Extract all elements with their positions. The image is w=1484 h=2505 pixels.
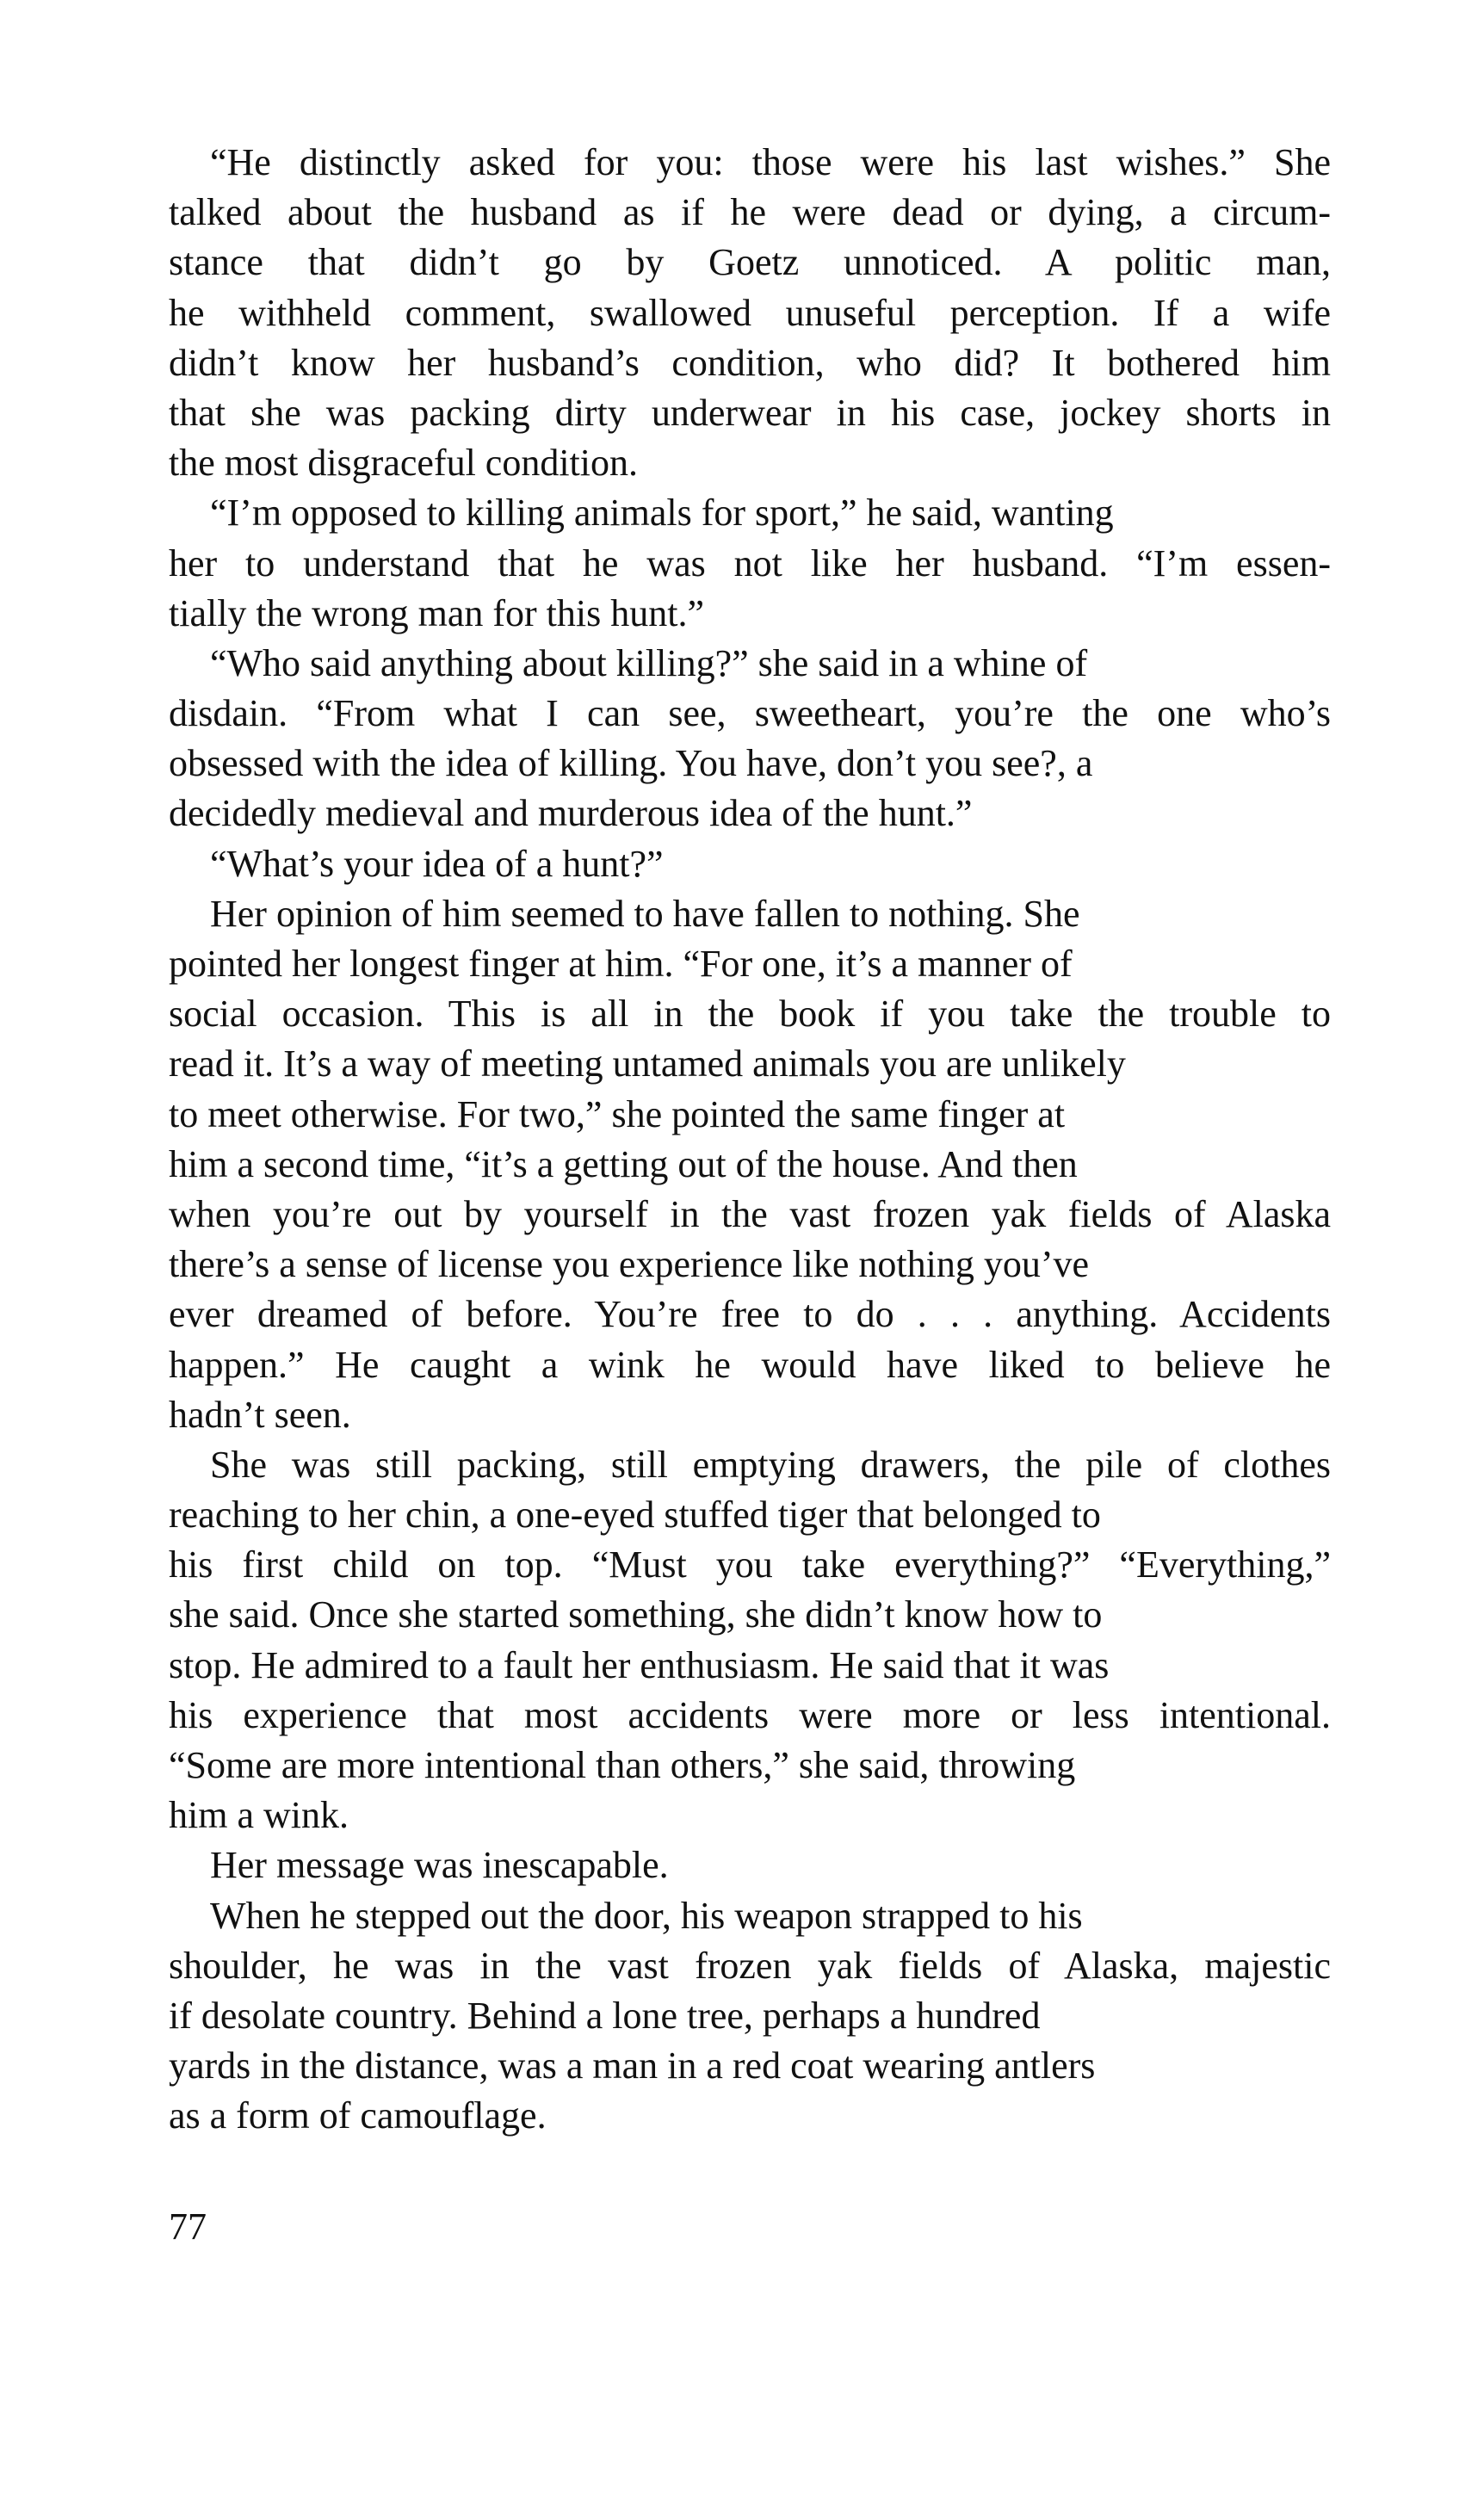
text-line: Her opinion of him seemed to have fallen to nothing. She <box>210 892 1080 935</box>
text-line: happen.” He caught a wink he would have liked to believe he <box>169 1343 1331 1386</box>
text-line: “He distinctly asked for you: those were his last wishes.” She <box>210 141 1331 183</box>
text-line: him a second time, “it’s a getting out of the house. And then <box>169 1142 1078 1185</box>
text-line: pointed her longest finger at him. “For one, it’s a manner of <box>169 943 1073 985</box>
text-line: stop. He admired to a fault her enthusiasm. He said that it was <box>169 1643 1110 1686</box>
text-line: disdain. “From what I can see, sweetheart, you’re the one who’s <box>169 692 1331 735</box>
text-line: Her message was inescapable. <box>210 1844 669 1887</box>
text-line: to meet otherwise. For two,” she pointed the same finger at <box>169 1092 1066 1135</box>
text-line: yards in the distance, was a man in a red coat wearing antlers <box>169 2044 1096 2088</box>
text-line: as a form of camouflage. <box>169 2094 547 2137</box>
text-line: his experience that most accidents were more or less intentional. <box>169 1693 1331 1736</box>
text-line: him a wink. <box>169 1794 349 1837</box>
text-line: his first child on top. “Must you take everything?” “Everything,” <box>169 1543 1331 1586</box>
text-line: When he stepped out the door, his weapon strapped to his <box>210 1894 1083 1937</box>
text-line: talked about the husband as if he were dead or dying, a circum- <box>169 191 1331 234</box>
text-line: that she was packing dirty underwear in his case, jockey shorts in <box>169 391 1331 434</box>
text-line: tially the wrong man for this hunt.” <box>169 591 704 634</box>
text-line: reaching to her chin, a one-eyed stuffed tiger that belonged to <box>169 1494 1101 1537</box>
text-line: hadn’t seen. <box>169 1393 351 1436</box>
text-line: social occasion. This is all in the book if you take the trouble to <box>169 993 1331 1036</box>
text-line: there’s a sense of license you experience like nothing you’ve <box>169 1243 1090 1286</box>
text-line: the most disgraceful condition. <box>169 442 638 485</box>
text-line: She was still packing, still emptying drawers, the pile of clothes <box>210 1443 1331 1486</box>
text-line: read it. It’s a way of meeting untamed animals you are unlikely <box>169 1042 1126 1086</box>
text-line: “What’s your idea of a hunt?” <box>210 842 664 885</box>
text-line: “I’m opposed to killing animals for sport,” he said, wanting <box>210 492 1114 535</box>
text-line: she said. Once she started something, she didn’t know how to <box>169 1593 1103 1636</box>
text-line: if desolate country. Behind a lone tree, perhaps a hundred <box>169 1994 1041 2037</box>
body-text <box>169 138 1331 2142</box>
text-line: “Who said anything about killing?” she said in a whine of <box>210 641 1088 684</box>
text-line: ever dreamed of before. You’re free to do . . . anything. Accidents <box>169 1293 1331 1336</box>
text-line: didn’t know her husband’s condition, who did? It bothered him <box>169 341 1331 384</box>
page-number: 77 <box>169 2205 207 2248</box>
text-line: when you’re out by yourself in the vast frozen yak fields of Alaska <box>169 1192 1331 1235</box>
text-line: he withheld comment, swallowed unuseful perception. If a wife <box>169 291 1331 334</box>
text-line: decidedly medieval and murderous idea of the hunt.” <box>169 792 973 835</box>
text-line: shoulder, he was in the vast frozen yak fields of Alaska, majestic <box>169 1944 1331 1987</box>
text-line: her to understand that he was not like her husband. “I’m essen- <box>169 541 1331 584</box>
text-line: obsessed with the idea of killing. You have, don’t you see?, a <box>169 742 1093 785</box>
text-line: “Some are more intentional than others,” she said, throwing <box>169 1744 1076 1786</box>
text-line: stance that didn’t go by Goetz unnoticed. A politic man, <box>169 241 1331 284</box>
